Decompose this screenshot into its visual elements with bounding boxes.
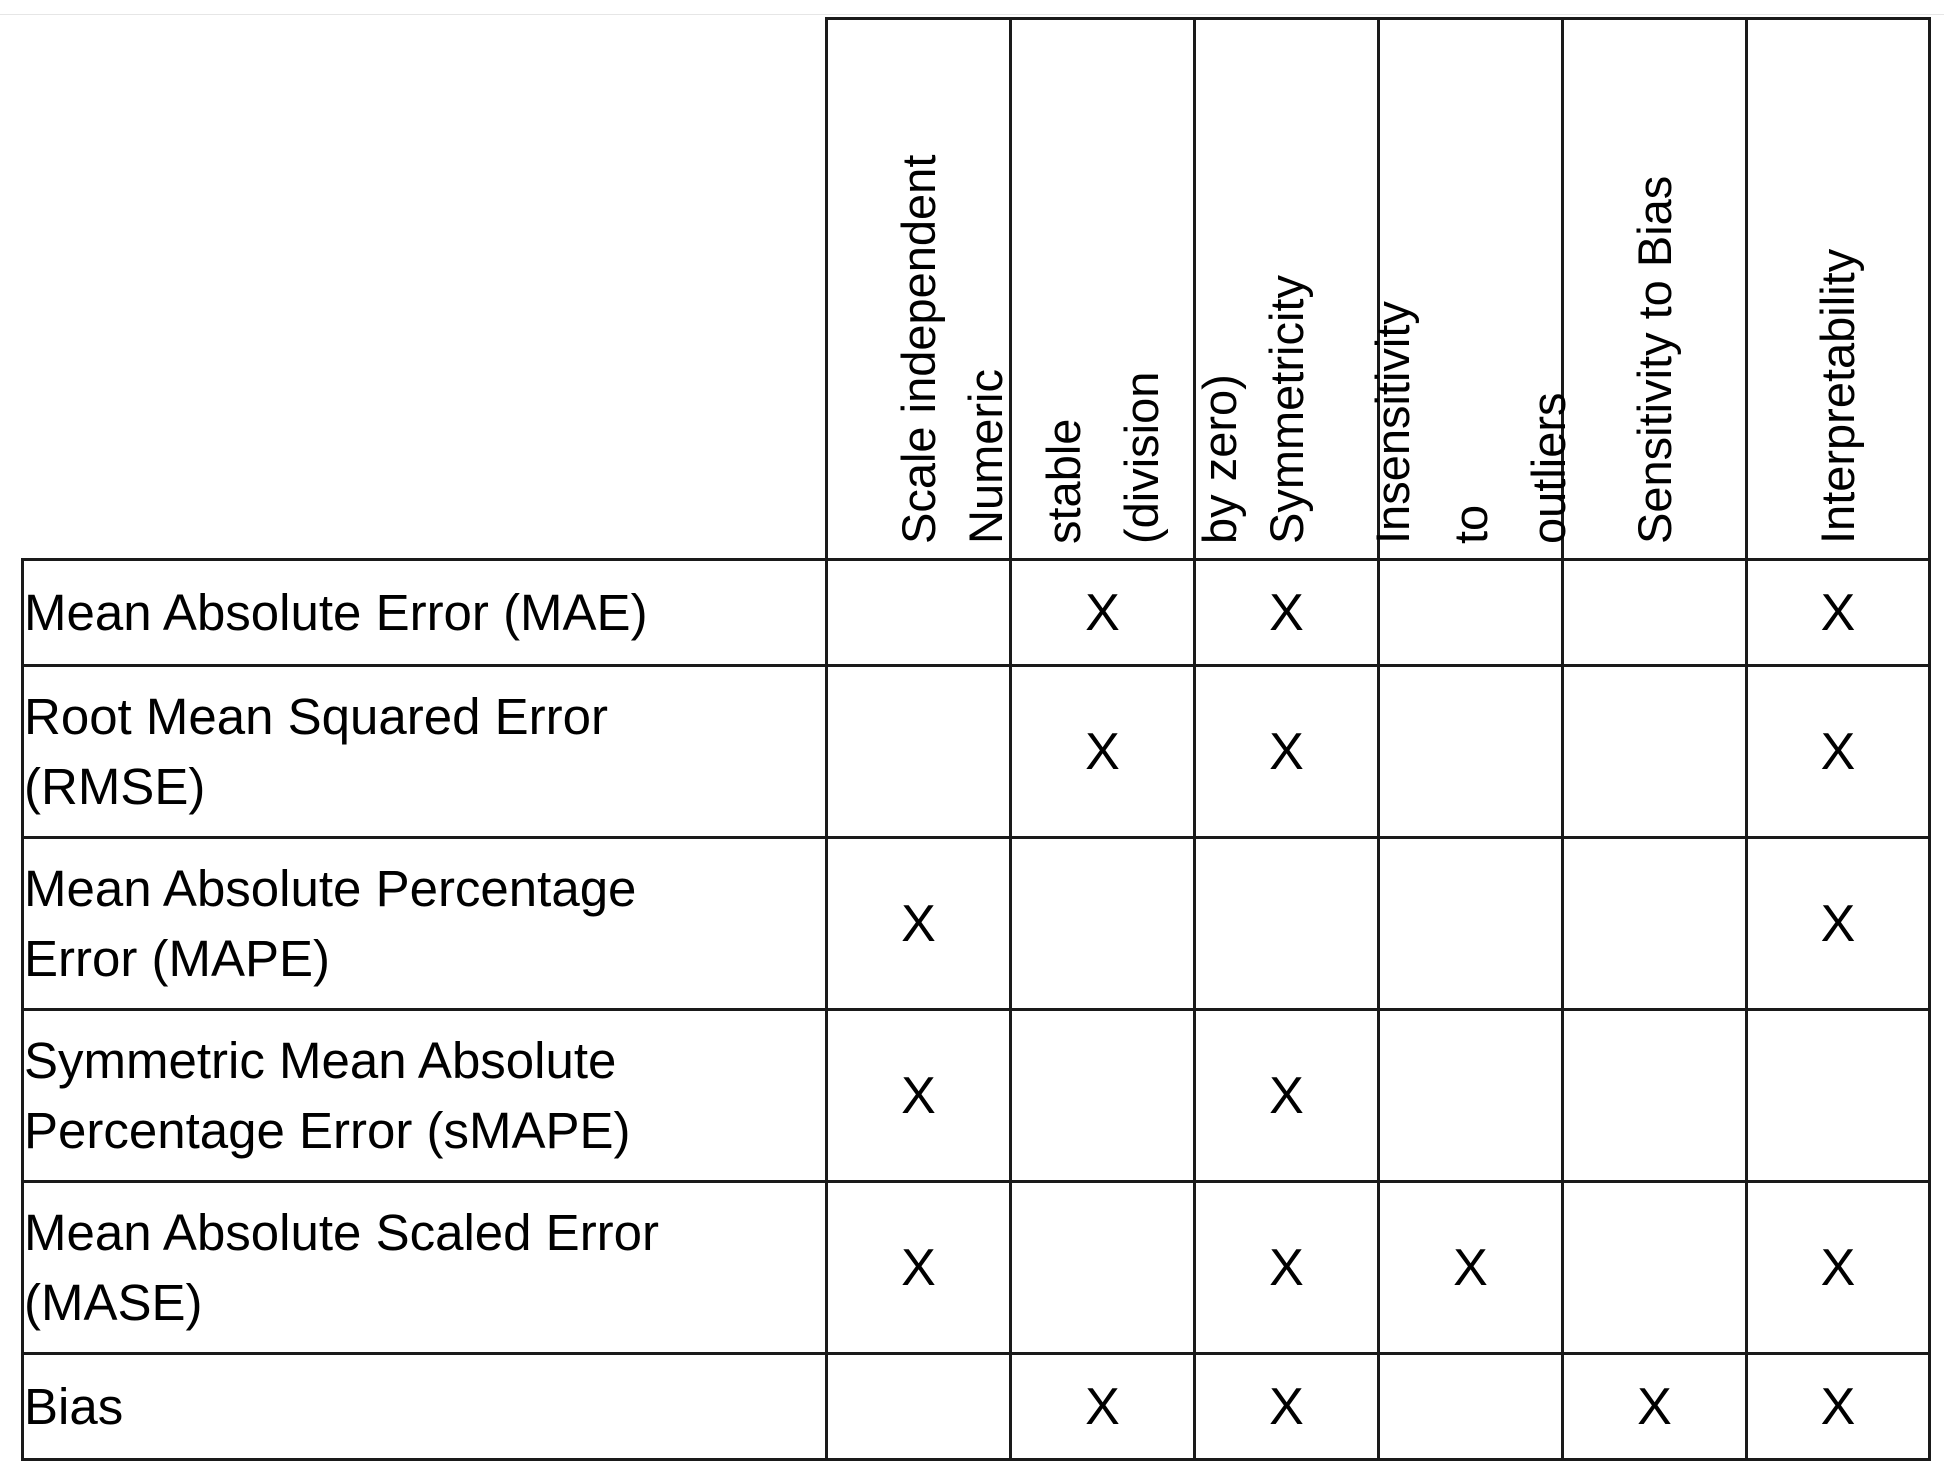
mark-cell [1379, 666, 1563, 838]
mark-cell [1563, 1182, 1747, 1354]
mark-cell: X [1747, 560, 1930, 666]
table-row [23, 666, 1930, 838]
column-header-sensitivity-to-bias [1563, 19, 1747, 560]
mark-cell [1563, 560, 1747, 666]
mark-cell: X [1011, 666, 1195, 838]
mark-cell: X [1195, 1354, 1379, 1460]
mark-cell: X [1747, 666, 1930, 838]
mark-cell [1011, 1010, 1195, 1182]
mark-cell: X [1379, 1182, 1563, 1354]
mark-cell: X [1195, 1010, 1379, 1182]
column-header-label: Symmetricity [1259, 275, 1313, 544]
mark-cell [1747, 1010, 1930, 1182]
mark-cell [1011, 1182, 1195, 1354]
mark-cell [827, 560, 1011, 666]
mark-cell [1563, 1010, 1747, 1182]
column-header-symmetricity [1195, 19, 1379, 560]
table-row [23, 1354, 1930, 1460]
mark-cell [1563, 666, 1747, 838]
mark-cell: X [1195, 666, 1379, 838]
mark-cell [827, 1354, 1011, 1460]
metric-name: Symmetric Mean Absolute Percentage Error (sMAPE) [23, 1010, 827, 1182]
mark-cell: X [827, 1010, 1011, 1182]
mark-cell: X [1747, 1182, 1930, 1354]
mark-cell: X [1195, 560, 1379, 666]
column-header-numeric-stable [958, 19, 1246, 560]
mark-cell: X [1011, 560, 1195, 666]
mark-cell [1379, 1010, 1563, 1182]
mark-cell [1379, 560, 1563, 666]
metric-name: Mean Absolute Percentage Error (MAPE) [23, 838, 827, 1010]
mark-cell [1379, 1354, 1563, 1460]
mark-cell [1195, 838, 1379, 1010]
corner-cell [23, 19, 827, 560]
mark-cell [1011, 838, 1195, 1010]
table-row [23, 1182, 1930, 1354]
column-header-interpretability [1747, 19, 1930, 560]
mark-cell: X [827, 1182, 1011, 1354]
mark-cell: X [1563, 1354, 1747, 1460]
column-header-label: Sensitivity to Bias [1627, 175, 1681, 544]
metric-name: Mean Absolute Error (MAE) [23, 560, 827, 666]
metric-comparison-table [21, 17, 1931, 1461]
table-row [23, 838, 1930, 1010]
mark-cell [1379, 838, 1563, 1010]
column-header-label: Insensitivity to outliers [1365, 301, 1575, 544]
mark-cell: X [827, 838, 1011, 1010]
column-header-label: Interpretability [1811, 248, 1864, 544]
mark-cell [827, 666, 1011, 838]
metric-name: Root Mean Squared Error (RMSE) [23, 666, 827, 838]
metric-name: Bias [23, 1354, 827, 1460]
table-row [23, 560, 1930, 666]
table-row [23, 1010, 1930, 1182]
mark-cell: X [1747, 838, 1930, 1010]
column-header-insensitivity-to-outliers [1365, 19, 1575, 560]
column-header-label: Numeric stable (division by zero) [958, 369, 1246, 544]
header-row [23, 19, 1930, 560]
top-edge [0, 0, 1944, 15]
mark-cell [1563, 838, 1747, 1010]
column-header-label: Scale independent [891, 154, 945, 544]
mark-cell: X [1195, 1182, 1379, 1354]
mark-cell: X [1011, 1354, 1195, 1460]
metric-name: Mean Absolute Scaled Error (MASE) [23, 1182, 827, 1354]
mark-cell: X [1747, 1354, 1930, 1460]
